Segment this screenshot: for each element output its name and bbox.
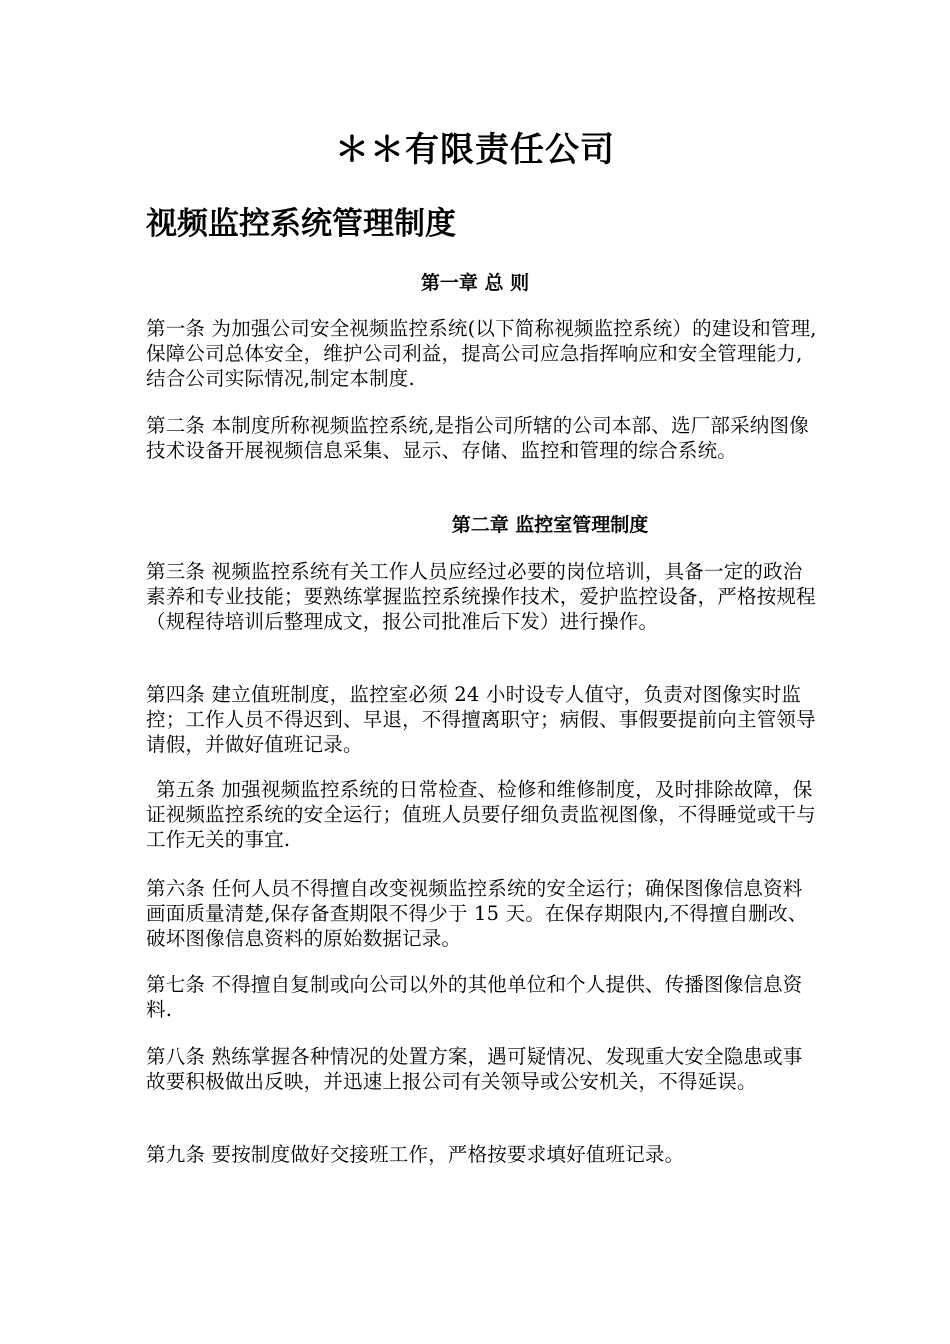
article-paragraph: 第九条 要按制度做好交接班工作，严格按要求填好值班记录。 [146, 1143, 685, 1166]
article-paragraph: 第八条 熟练掌握各种情况的处置方案，遇可疑情况、发现重大安全隐患或事故要积极做出反映，并迅速上报公司有关领导或公安机关，不得延误。 [146, 1045, 803, 1093]
article-paragraph: 第五条 加强视频监控系统的日常检查、检修和维修制度，及时排除故障，保证视频监控系统的安全运行；值班人员要仔细负责监视图像，不得睡觉或干与工作无关的事宜. [146, 778, 816, 851]
document-title: 视频监控系统管理制度 [146, 206, 456, 242]
article-paragraph: 第二条 本制度所称视频监控系统,是指公司所辖的公司本部、选厂部采纳图像技术设备开展视频信息采集、显示、存储、监控和管理的综合系统。 [146, 414, 809, 462]
article-paragraph: 第七条 不得擅自复制或向公司以外的其他单位和个人提供、传播图像信息资料. [146, 973, 803, 1021]
article-paragraph: 第六条 任何人员不得擅自改变视频监控系统的安全运行；确保图像信息资料画面质量清楚,保存备查期限不得少于 15 天。在保存期限内,不得擅自删改、破坏图像信息资料的原始数据记录。 [146, 877, 808, 950]
article-paragraph: 第四条 建立值班制度，监控室必须 24 小时设专人值守，负责对图像实时监控；工作人员不得迟到、早退，不得擅离职守；病假、事假要提前向主管领导请假，并做好值班记录。 [146, 683, 816, 756]
chapter-heading: 第二章 监控室管理制度 [451, 514, 649, 536]
article-paragraph: 第三条 视频监控系统有关工作人员应经过必要的岗位培训，具备一定的政治素养和专业技能；要熟练掌握监控系统操作技术，爱护监控设备，严格按规程（规程待培训后整理成文，报公司批准后下发）进行操作。 [146, 560, 816, 633]
chapter-heading: 第一章 总 则 [420, 272, 530, 294]
article-paragraph: 第一条 为加强公司安全视频监控系统(以下简称视频监控系统）的建设和管理,保障公司总体安全，维护公司利益，提高公司应急指挥响应和安全管理能力,结合公司实际情况,制定本制度. [146, 317, 817, 390]
company-title: ＊＊有限责任公司 [335, 130, 615, 170]
